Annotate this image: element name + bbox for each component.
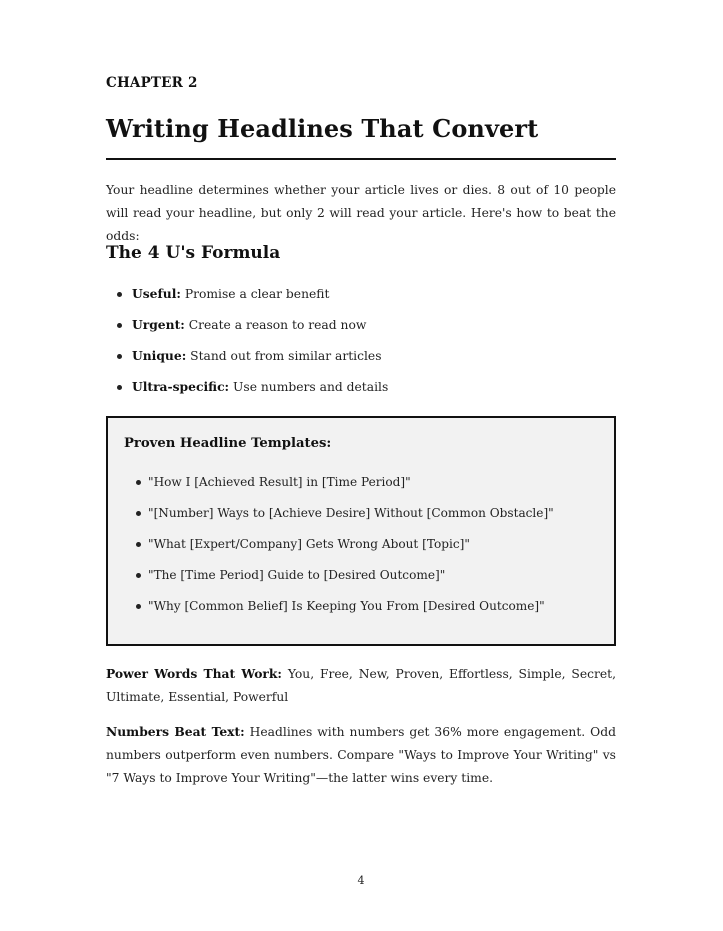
numbers-label: Numbers Beat Text: (106, 724, 245, 739)
list-text: Create a reason to read now (184, 318, 367, 332)
template-text: "What [Expert/Company] Gets Wrong About [Topic]" (148, 537, 470, 551)
bullet-icon (117, 292, 122, 297)
page-title: Writing Headlines That Convert (106, 114, 539, 143)
bullet-icon (136, 542, 141, 547)
templates-callout-box (106, 416, 616, 646)
chapter-label: CHAPTER 2 (106, 75, 198, 91)
template-text: "The [Time Period] Guide to [Desired Outcome]" (148, 568, 446, 582)
template-text: "[Number] Ways to [Achieve Desire] Without [Common Obstacle]" (148, 506, 554, 520)
list-item (106, 377, 388, 408)
bullet-icon (136, 573, 141, 578)
bullet-icon (117, 354, 122, 359)
bullet-icon (136, 480, 141, 485)
list-term: Ultra-specific: (132, 379, 230, 394)
power-words-text: You, Free, New, Proven, Effortless, Simple, Secret, Ultimate, Essential, Powerful (106, 667, 616, 704)
numbers-paragraph (106, 720, 616, 790)
list-term: Urgent: (132, 317, 185, 332)
formula-heading: The 4 U's Formula (106, 243, 281, 263)
list-item (106, 346, 388, 377)
bullet-icon (136, 511, 141, 516)
list-item (124, 472, 554, 503)
templates-heading: Proven Headline Templates: (124, 436, 332, 451)
bullet-icon (136, 604, 141, 609)
intro-paragraph: Your headline determines whether your article lives or dies. 8 out of 10 people will read your headline, but only 2 will read your article. Here's how to beat the odds: (106, 183, 616, 243)
templates-list (124, 472, 554, 627)
list-item (106, 315, 388, 346)
list-item (124, 565, 554, 596)
power-words-paragraph (106, 662, 616, 709)
template-text: "How I [Achieved Result] in [Time Period]" (148, 475, 411, 489)
bullet-icon (117, 323, 122, 328)
page-number: 4 (357, 874, 365, 887)
power-words-label: Power Words That Work: (106, 666, 282, 681)
template-text: "Why [Common Belief] Is Keeping You From [Desired Outcome]" (148, 599, 545, 613)
list-term: Unique: (132, 348, 187, 363)
list-item (106, 284, 388, 315)
list-item (124, 503, 554, 534)
list-text: Promise a clear benefit (180, 287, 330, 301)
title-divider (106, 158, 616, 160)
list-item (124, 596, 554, 627)
numbers-text: Headlines with numbers get 36% more engagement. Odd numbers outperform even numbers. Compare "Ways to Improve Your Writing" vs "7 Ways to Improve Your Writing"—the latter wins every time. (106, 725, 616, 785)
list-text: Use numbers and details (229, 380, 389, 394)
formula-list (106, 284, 388, 408)
list-text: Stand out from similar articles (186, 349, 382, 363)
list-term: Useful: (132, 286, 181, 301)
bullet-icon (117, 385, 122, 390)
list-item (124, 534, 554, 565)
